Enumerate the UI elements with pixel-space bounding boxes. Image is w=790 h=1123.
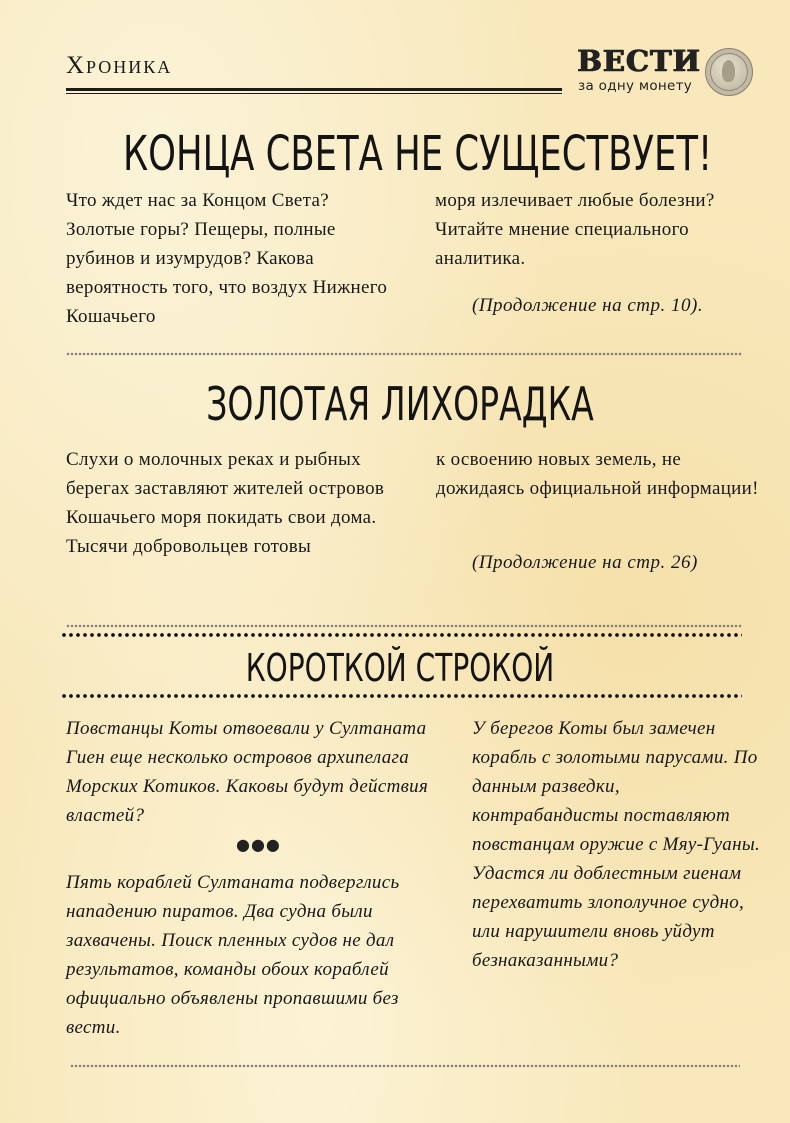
headline-short-news: КОРОТКОЙ СТРОКОЙ xyxy=(245,646,555,690)
chain-divider xyxy=(66,352,742,356)
header-double-rule xyxy=(66,88,562,94)
short-news-item-3 xyxy=(472,714,762,975)
logo-title: ВЕСТИ xyxy=(577,44,701,78)
article-1-right-column xyxy=(435,186,760,273)
section-label: Хроника xyxy=(66,52,173,79)
article-1-text-right: моря излечивает любые болезни? Читайте мнение специального аналитика. xyxy=(435,190,715,269)
dotted-divider xyxy=(62,694,742,698)
article-2-right-column xyxy=(436,445,761,503)
chain-divider xyxy=(70,1064,740,1068)
headline-end-of-world: КОНЦА СВЕТА НЕ СУЩЕСТВУЕТ! xyxy=(123,126,713,182)
short-news-item-2 xyxy=(66,868,436,1042)
short-news-text: У берегов Коты был замечен корабль с золотыми парусами. По данным разведки, контрабандисты поставляют повстанцам оружие с Мяу-Гуаны. Удастся ли доблестным гиенам перехватить злополучное судно, или нарушители вновь уйдут безнаказанными? xyxy=(472,718,761,971)
article-2-left-column xyxy=(66,445,396,561)
headline-gold-rush: ЗОЛОТАЯ ЛИХОРАДКА xyxy=(206,377,594,431)
article-2-text-right: к освоению новых земель, не дожидаясь официальной информации! xyxy=(436,449,759,499)
newspaper-logo xyxy=(575,46,760,104)
dotted-divider xyxy=(62,633,742,637)
article-1-continuation: (Продолжение на стр. 10). xyxy=(472,295,704,316)
logo-subtitle: за одну монету xyxy=(578,78,693,94)
article-1-text-left: Что ждет нас за Концом Света? Золотые горы? Пещеры, полные рубинов и изумрудов? Какова вероятность того, что воздух Нижнего Кошачьего xyxy=(66,190,388,327)
short-news-text: Повстанцы Коты отвоевали у Султаната Гиен еще несколько островов архипелага Морских Котиков. Каковы будут действия властей? xyxy=(66,718,429,826)
short-news-item-1 xyxy=(66,714,436,830)
short-news-text: Пять кораблей Султаната подверглись нападению пиратов. Два судна были захвачены. Поиск пленных судов не дал результатов, команды обоих кораблей официально объявлены пропавшими без вести. xyxy=(66,872,400,1038)
article-2-continuation: (Продолжение на стр. 26) xyxy=(472,552,698,573)
article-2-text-left: Слухи о молочных реках и рыбных берегах заставляют жителей островов Кошачьего моря покидать свои дома. Тысячи добровольцев готовы xyxy=(66,449,385,557)
chain-divider xyxy=(66,624,742,628)
coin-icon xyxy=(705,48,753,96)
item-separator: ●●● xyxy=(236,835,281,854)
article-1-left-column xyxy=(66,186,396,331)
